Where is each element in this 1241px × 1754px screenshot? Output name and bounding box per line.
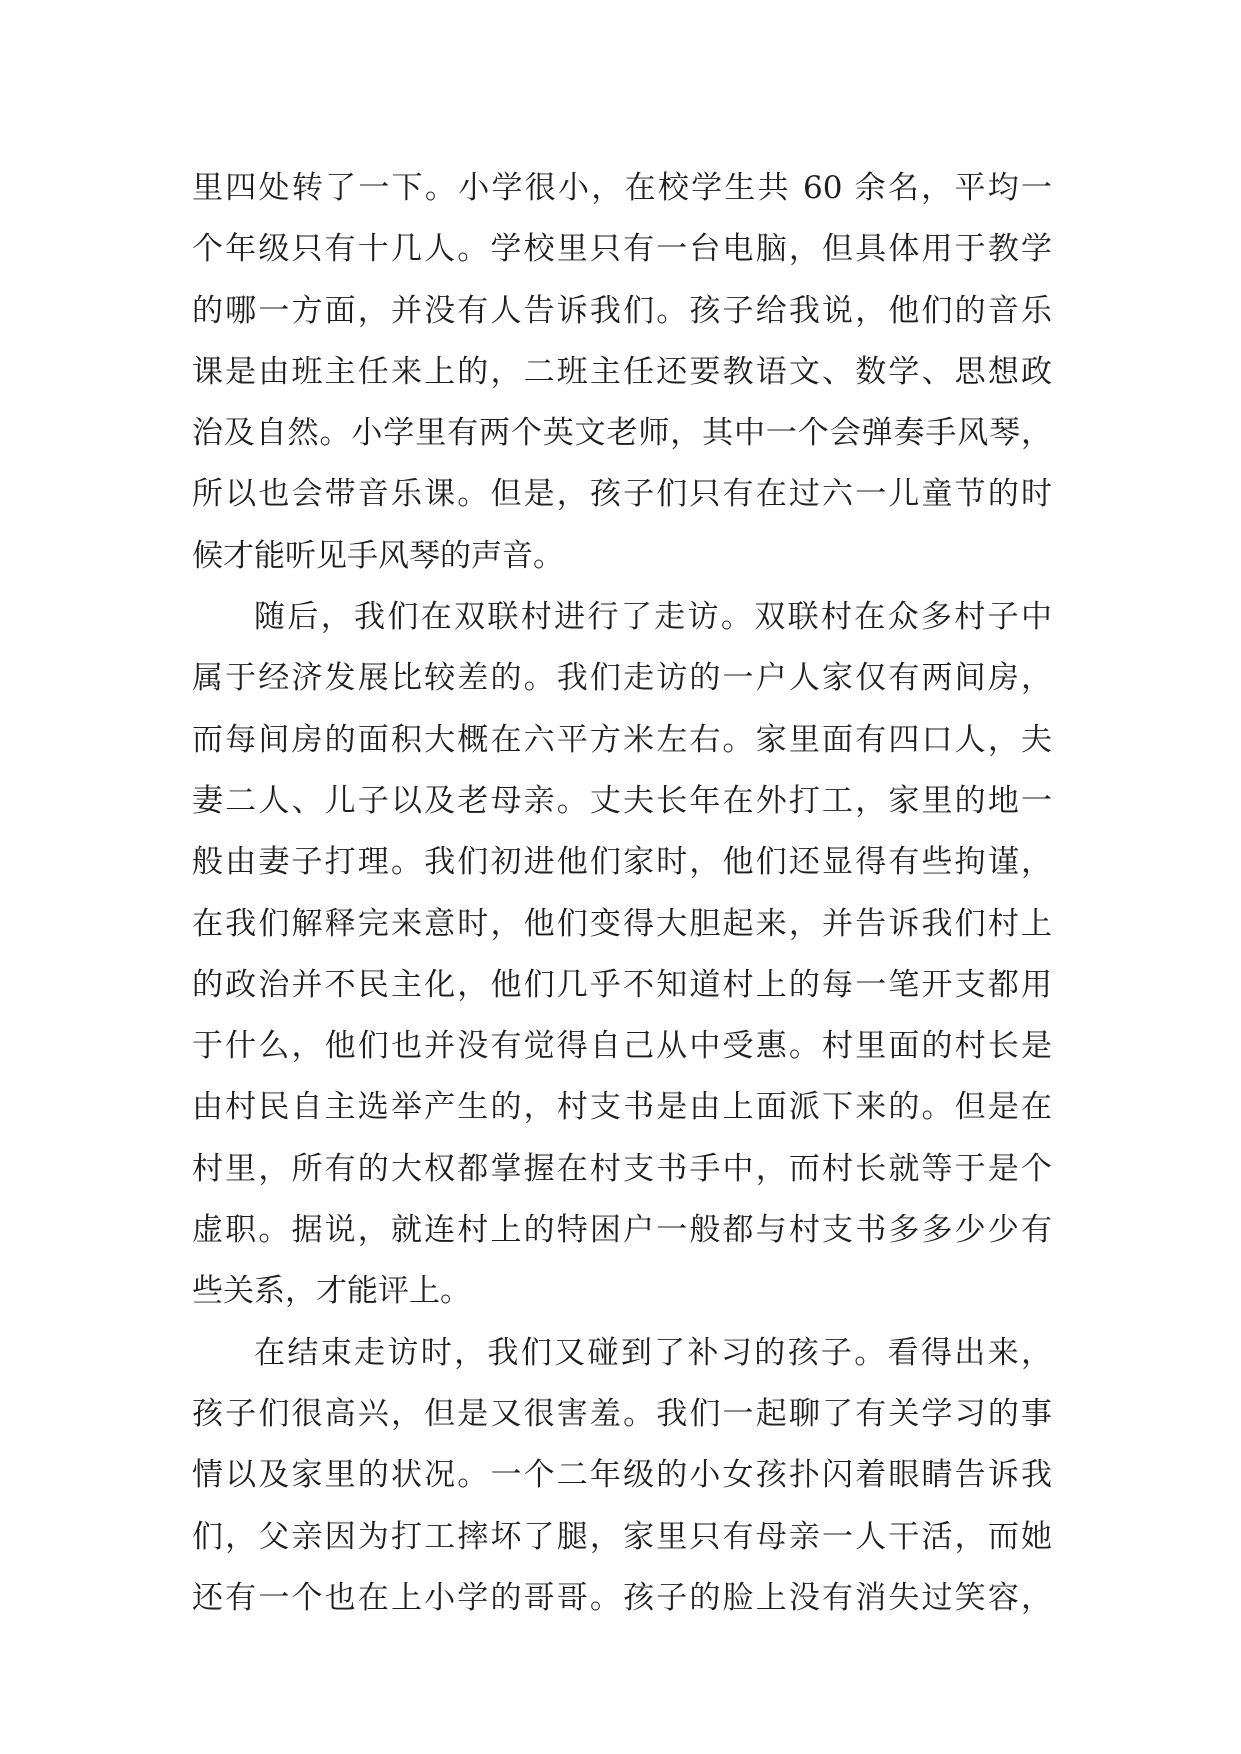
text-line: 所以也会带音乐课。但是，孩子们只有在过六一儿童节的时 bbox=[192, 476, 1052, 513]
text-line: 还有一个也在上小学的哥哥。孩子的脸上没有消失过笑容， bbox=[192, 1579, 1052, 1616]
text-line: 虚职。据说，就连村上的特困户一般都与村支书多多少少有 bbox=[192, 1212, 1052, 1249]
text-line: 属于经济发展比较差的。我们走访的一户人家仅有两间房， bbox=[192, 660, 1052, 697]
text-line: 由村民自主选举产生的，村支书是由上面派下来的。但是在 bbox=[192, 1089, 1052, 1126]
text-line: 的政治并不民主化，他们几乎不知道村上的每一笔开支都用 bbox=[192, 966, 1052, 1003]
text-line: 村里，所有的大权都掌握在村支书手中，而村长就等于是个 bbox=[192, 1150, 1052, 1187]
text-line: 在我们解释完来意时，他们变得大胆起来，并告诉我们村上 bbox=[192, 905, 1052, 942]
text-line: 课是由班主任来上的，二班主任还要教语文、数学、思想政 bbox=[192, 353, 1052, 390]
text-line: 妻二人、儿子以及老母亲。丈夫长年在外打工，家里的地一 bbox=[192, 782, 1052, 819]
text-line: 的哪一方面，并没有人告诉我们。孩子给我说，他们的音乐 bbox=[192, 292, 1052, 329]
text-line: 们，父亲因为打工摔坏了腿，家里只有母亲一人干活，而她 bbox=[192, 1518, 1052, 1555]
text-line: 于什么，他们也并没有觉得自己从中受惠。村里面的村长是 bbox=[192, 1028, 1052, 1065]
paragraph-first-line: 随后，我们在双联村进行了走访。双联村在众多村子中 bbox=[254, 599, 1052, 636]
text-line: 里四处转了一下。小学很小，在校学生共 60 余名，平均一 bbox=[192, 170, 1052, 206]
text-line: 般由妻子打理。我们初进他们家时，他们还显得有些拘谨， bbox=[192, 844, 1052, 881]
text-line: 孩子们很高兴，但是又很害羞。我们一起聊了有关学习的事 bbox=[192, 1395, 1052, 1432]
text-line: 而每间房的面积大概在六平方米左右。家里面有四口人，夫 bbox=[192, 721, 1052, 758]
text-line: 个年级只有十几人。学校里只有一台电脑，但具体用于教学 bbox=[192, 231, 1052, 268]
text-line: 情以及家里的状况。一个二年级的小女孩扑闪着眼睛告诉我 bbox=[192, 1457, 1052, 1494]
body-text bbox=[192, 158, 1052, 1629]
text-line: 候才能听见手风琴的声音。 bbox=[192, 537, 564, 574]
text-line: 治及自然。小学里有两个英文老师，其中一个会弹奏手风琴， bbox=[192, 415, 1052, 452]
text-line: 些关系，才能评上。 bbox=[192, 1273, 471, 1310]
paragraph-first-line: 在结束走访时，我们又碰到了补习的孩子。看得出来， bbox=[254, 1334, 1052, 1371]
